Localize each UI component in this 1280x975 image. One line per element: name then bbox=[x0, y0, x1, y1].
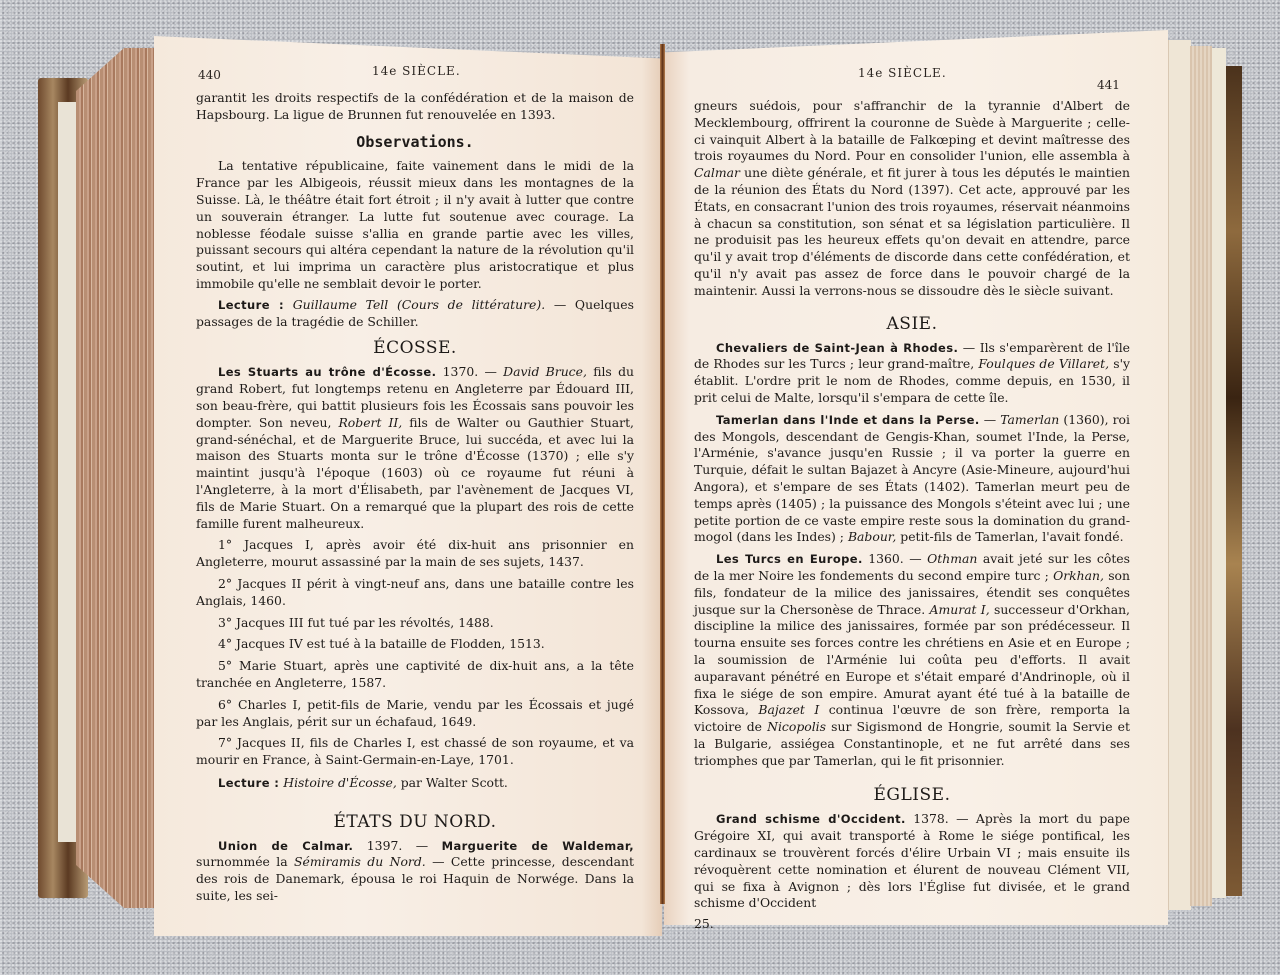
calmar-body-2: — Cette princesse, descendant des rois de Danemark, épousa le roi Haquin de Norwége. Dans la suite, les sei- bbox=[196, 854, 634, 904]
running-head-right: 14e SIÈCLE. bbox=[858, 66, 947, 80]
turcs-paragraph bbox=[694, 551, 1130, 769]
lecture-source: (Cours de littérature). bbox=[396, 296, 546, 312]
left-page-text bbox=[196, 90, 634, 905]
page-edges-right bbox=[1168, 40, 1191, 910]
eglise-heading: ÉGLISE. bbox=[873, 785, 951, 806]
schisme-body: Après la mort du pape Grégoire XI, qui avait transporté à Rome le siége pontifical, les cardinaux se trouvèrent forcés d'élire Urbain VI ; mais ensuite ils révoquèrent cette nomination et élurent de nouveau Clément VII, qui se fixa à Avignon ; dès lors l'Église fut divisée, et le grand schisme d'Occident bbox=[694, 811, 1130, 911]
king-item: 1° Jacques I, après avoir été dix-huit ans prisonnier en Angleterre, mourut assassiné par la main de ses sujets, 1437. bbox=[196, 537, 634, 570]
stuarts-body-1: fils du grand Robert, fut longtemps retenu en Angleterre par Édouard III, son beau-frère, qui battit plusieurs fois les Écossais sans pouvoir les dompter. Son neveu, bbox=[196, 364, 634, 430]
stuarts-paragraph bbox=[196, 364, 634, 532]
king-item: 7° Jacques II, fils de Charles I, est chassé de son royaume, et va mourir en France, à Saint-Germain-en-Laye, 1701. bbox=[196, 735, 634, 768]
calmar-lead: Union de Calmar. bbox=[218, 838, 354, 853]
turcs-lead: Les Turcs en Europe. bbox=[716, 552, 863, 567]
page-number-left: 440 bbox=[198, 68, 221, 82]
orkhan: Orkhan, bbox=[1053, 567, 1104, 583]
amurat-i: Amurat I, bbox=[929, 601, 990, 617]
stuarts-body-2: fils de Walter ou Gauthier Stuart, grand-sénéchal, et de Marguerite Bruce, lui succéda, et avec lui la maison des Stuarts monta sur le trône d'Écosse (1370) ; elle s'y maintint jusqu'à l'époque (1603) où ce royaume fut réuni à l'Angleterre, à la mort d'Élisabeth, par l'avènement de Jacques VI, fils de Marie Stuart. On a remarqué que la plupart des rois de cette famille furent malheureux. bbox=[196, 414, 634, 531]
calmar-body-1: surnommée la bbox=[196, 854, 288, 870]
king-item: 4° Jacques IV est tué à la bataille de Flodden, 1513. bbox=[218, 636, 545, 652]
turcs-year: 1360. — bbox=[868, 551, 922, 567]
lecture-note: — Quelques passages de la tragédie de Schiller. bbox=[196, 296, 634, 329]
page-edges-left bbox=[76, 48, 156, 908]
lecture-label: Lecture : bbox=[218, 297, 285, 312]
tamerlan-lead: Tamerlan dans l'Inde et dans la Perse. bbox=[716, 412, 980, 427]
turcs-body-4: continua l'œuvre de son frère, remporta la victoire de bbox=[694, 702, 1130, 735]
asie-heading: ASIE. bbox=[886, 313, 938, 334]
schisme-paragraph bbox=[694, 811, 1130, 912]
tamerlan-body-2: petit-fils de Tamerlan, l'avait fondé. bbox=[900, 529, 1124, 545]
calmar-paragraph bbox=[196, 838, 634, 905]
calmar-year: 1397. — bbox=[366, 837, 429, 853]
lecture-walter-scott bbox=[196, 775, 634, 792]
page-number-right: 441 bbox=[1097, 78, 1120, 92]
lecture-title: Guillaume Tell bbox=[292, 296, 389, 312]
othman: Othman bbox=[927, 551, 978, 567]
page-edges-right-outer bbox=[1190, 46, 1212, 906]
intro-paragraph: garantit les droits respectifs de la confédération et de la maison de Hapsbourg. La ligue de Brunnen fut renouvelée en 1393. bbox=[196, 90, 634, 122]
book-gutter bbox=[660, 44, 665, 904]
running-head-left: 14e SIÈCLE. bbox=[372, 64, 461, 78]
ecosse-heading: ÉCOSSE. bbox=[373, 338, 457, 359]
marguerite-lead: Marguerite de Waldemar, bbox=[441, 838, 634, 853]
stuarts-year: 1370. — bbox=[442, 364, 497, 380]
rhodes-body-2: s'y établit. L'ordre prit le nom de Rhodes, comme depuis, en 1530, il prit celui de Malte, lorsqu'il s'empara de cette île. bbox=[694, 356, 1130, 405]
right-page-text bbox=[694, 98, 1130, 933]
stuarts-lead: Les Stuarts au trône d'Écosse. bbox=[218, 365, 437, 380]
observations-heading: Observations. bbox=[356, 132, 474, 151]
calmar-continuation bbox=[694, 98, 1130, 300]
schisme-year: 1378. — bbox=[913, 811, 969, 827]
bajazet-i: Bajazet I bbox=[758, 702, 820, 718]
robert-ii: Robert II, bbox=[338, 414, 403, 430]
tamerlan-body-1: (1360), roi des Mongols, descendant de Gengis-Khan, soumet l'Inde, la Perse, l'Arménie, s'avance jusqu'en Russie ; il va porter la guerre en Turquie, défait le sultan Bajazet à Ancyre (Asie-Mineure, aujourd'hui Angora), et s'empare de ses États (1402). Tamerlan meurt peu de temps après (1405) ; la puissance des Mongols s'éteint avec lui ; une petite portion de ce vaste empire reste sous la domination du grand-mogol (dans les Indes) ; bbox=[694, 411, 1130, 545]
tamerlan-paragraph bbox=[694, 412, 1130, 546]
semiramis: Sémiramis du Nord. bbox=[294, 854, 426, 870]
king-item: 3° Jacques III fut tué par les révoltés, 1488. bbox=[218, 614, 494, 630]
rhodes-paragraph bbox=[694, 340, 1130, 407]
lecture-title: Histoire d'Écosse, bbox=[283, 774, 397, 790]
turcs-body-3: successeur d'Orkhan, discipline la milice des janissaires, formée par son prédécesseur. Il tourna ensuite ses forces contre les chrétiens en Asie et en Europe ; la soumission de l'Arménie lui coûta peu d'efforts. Il avait auparavant pénétré en Europe et s'était emparé d'Andrinople, où il fixa le siége de son empire. Amurat ayant été tué à la bataille de Kossova, bbox=[694, 601, 1130, 718]
lecture-author: par Walter Scott. bbox=[400, 774, 508, 790]
observations-paragraph: La tentative républicaine, faite vainement dans le midi de la France par les Albigeois, réussit mieux dans les montagnes de la Suisse. Là, le théâtre était fort étroit ; il n'y avait à lutter que contre un souverain étranger. La lutte fut soutenue avec courage. La noblesse féodale suisse s'allia en grande partie avec les villes, puissant secours qui altéra cependant la nature de la révolution qu'il soutint, et lui imprima un caractère plus aristocratique et plus immobile qu'elle ne semblait devoir le porter. bbox=[196, 158, 634, 291]
etats-du-nord-heading: ÉTATS DU NORD. bbox=[333, 811, 497, 832]
flyleaf-left bbox=[58, 102, 76, 842]
flyleaf-right bbox=[1212, 48, 1226, 898]
turcs-body-5: sur Sigismond de Hongrie, soumit la Servie et la Bulgarie, assiégea Constantinople, et ne fut arrêté dans ses triomphes que par Tamerlan, qui le fit prisonnier. bbox=[694, 719, 1130, 768]
rhodes-body-1: — Ils s'emparèrent de l'île de Rhodes sur les Turcs ; leur grand-maître, bbox=[694, 339, 1130, 372]
foulques-de-villaret: Foulques de Villaret, bbox=[978, 356, 1110, 372]
babour: Babour, bbox=[847, 529, 897, 545]
tamerlan-name: Tamerlan bbox=[1000, 411, 1060, 427]
schisme-lead: Grand schisme d'Occident. bbox=[716, 812, 906, 827]
turcs-body-1: avait jeté sur les côtes de la mer Noire les fondements du second empire turc ; bbox=[694, 551, 1130, 583]
calmar-italic: Calmar bbox=[694, 165, 740, 181]
rhodes-lead: Chevaliers de Saint-Jean à Rhodes. bbox=[716, 340, 959, 355]
signature-mark: 25. bbox=[694, 916, 714, 932]
continuation-body-1: gneurs suédois, pour s'affranchir de la tyrannie d'Albert de Mecklembourg, offrirent la couronne de Suède à Marguerite ; celle-ci vainquit Albert à la bataille de Falkœping et devint maîtresse des trois royaumes du Nord. Pour en consolider l'union, elle assembla à bbox=[694, 98, 1130, 164]
lecture-label: Lecture : bbox=[218, 775, 280, 790]
continuation-body-2: une diète générale, et fit jurer à tous les députés le maintien de la réunion des États du Nord (1397). Cet acte, approuvé par les États, en consacrant l'union des trois royaumes, réservait néanmoins à chacun sa constitution, son sénat et sa législation particulière. Il ne produisit pas les heureux effets qu'on devait en attendre, parce qu'il y avait trop d'éléments de discorde dans cette confédération, et qu'il n'y avait pas assez de force dans le pouvoir chargé de la maintenir. Aussi la verrons-nous se dissoudre dès le siècle suivant. bbox=[694, 165, 1130, 298]
king-item: 5° Marie Stuart, après une captivité de dix-huit ans, a la tête tranchée en Angleterre, 1587. bbox=[196, 658, 634, 690]
david-bruce: David Bruce, bbox=[503, 364, 587, 380]
king-item: 2° Jacques II périt à vingt-neuf ans, dans une bataille contre les Anglais, 1460. bbox=[196, 575, 634, 608]
turcs-body-2: son fils, fondateur de la milice des janissaires, étendit ses conquêtes jusque sur la Chersonèse de Thrace. bbox=[694, 567, 1130, 617]
nicopolis: Nicopolis bbox=[767, 719, 826, 735]
tamerlan-dash: — bbox=[983, 411, 997, 427]
king-item: 6° Charles I, petit-fils de Marie, vendu par les Écossais et jugé par les Anglais, périt sur un échafaud, 1649. bbox=[196, 696, 634, 729]
lecture-guillaume-tell bbox=[196, 297, 634, 331]
book-cover-right bbox=[1226, 66, 1242, 896]
